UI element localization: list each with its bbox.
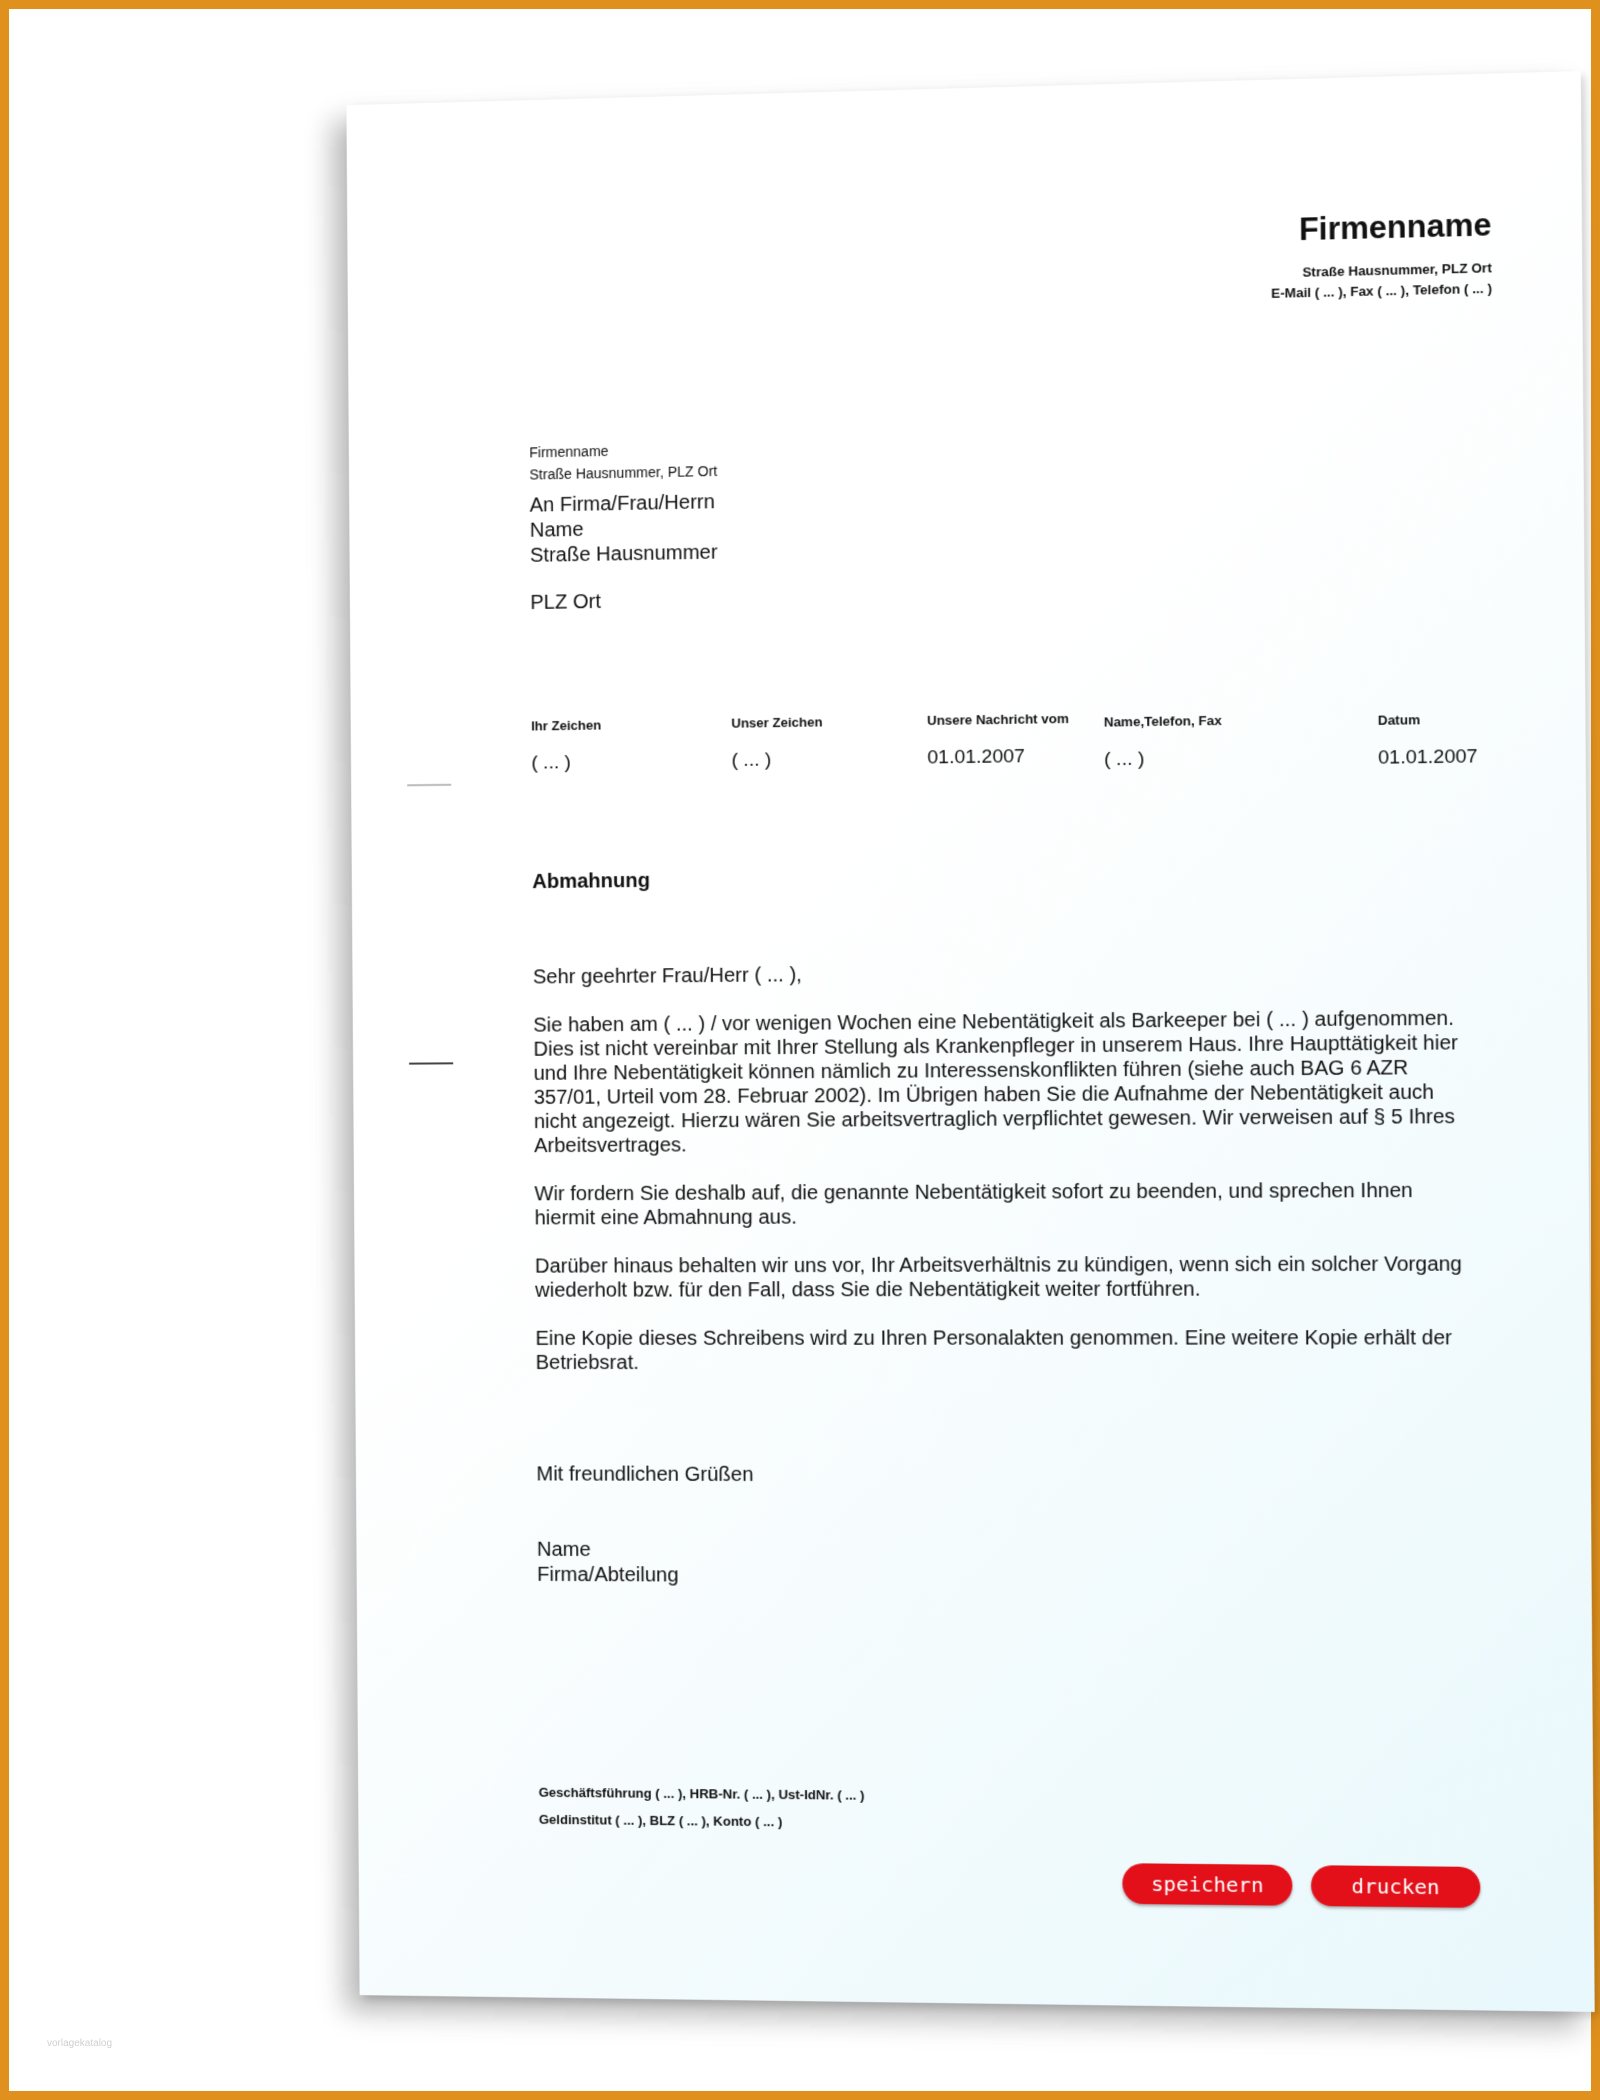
letterhead-contact: E-Mail ( ... ), Fax ( ... ), Telefon ( ... ) (1271, 280, 1493, 301)
ref-value: 01.01.2007 (1378, 746, 1478, 769)
ref-label: Name,Telefon, Fax (1103, 712, 1222, 730)
letterhead (1271, 207, 1492, 304)
closing: Mit freundlichen Grüßen (536, 1463, 754, 1487)
print-button[interactable]: drucken (1311, 1865, 1481, 1908)
subject-line: Abmahnung (532, 869, 651, 894)
letterhead-address: Straße Hausnummer, PLZ Ort (1302, 260, 1492, 280)
save-button[interactable]: speichern (1122, 1863, 1292, 1906)
fold-mark-middle (409, 1062, 453, 1064)
ref-value: ( ... ) (1104, 748, 1145, 771)
recipient-block (530, 490, 718, 616)
fold-mark-top (407, 784, 451, 787)
footer-line-1: Geschäftsführung ( ... ), HRB-Nr. ( ... ), Ust-IdNr. ( ... ) (538, 1784, 865, 1803)
sender-block (529, 438, 717, 486)
signature-department: Firma/Abteilung (537, 1563, 679, 1587)
paragraph-4: Eine Kopie dieses Schreibens wird zu Ihren Personalakten genommen. Eine weitere Kopie erhält der Betriebsrat. (535, 1326, 1453, 1375)
ref-value: ( ... ) (731, 749, 772, 772)
ref-name-telefon-fax (1104, 713, 1222, 772)
paragraph-2: Wir fordern Sie deshalb auf, die genannte Nebentätigkeit sofort zu beenden, und sprechen Ihnen hiermit eine Abmahnung aus. (534, 1179, 1413, 1230)
reference-line (531, 705, 1497, 799)
ref-value: 01.01.2007 (927, 745, 1025, 769)
ref-value: ( ... ) (531, 752, 571, 774)
footer-line-2: Geldinstitut ( ... ), BLZ ( ... ), Konto ( ... ) (538, 1811, 783, 1830)
recipient-line-4: PLZ Ort (530, 590, 601, 615)
ref-label: Unsere Nachricht vom (927, 710, 1069, 729)
letter-body (533, 957, 1481, 1400)
paragraph-3: Darüber hinaus behalten wir uns vor, Ihr Arbeitsverhältnis zu kündigen, wenn sich ein solcher Vorgang wiederholt bzw. für den Fall, dass Sie die Nebentätigkeit weiter fortführen. (534, 1253, 1463, 1302)
paragraph-1: Sie haben am ( ... ) / vor wenigen Wochen eine Nebentätigkeit als Barkeeper bei ( ... ) aufgenommen. Dies ist nicht vereinbar mit Ihrer Stellung als Krankenpfleger in unserem Haus. Ihre Haupttätigkeit hier und Ihre Nebentätigkeit können nämlich zu Interessenskonflikten führen (siehe auch BAG 6 AZR 357/01, Urteil vom 28. Februar 2002). Im Übrigen haben Sie die Aufnahme der Nebentätigkeit auch nicht angezeigt. Hierzu wären Sie arbeitsvertraglich verpflichtet gewesen. Wir verweisen auf § 5 Ihres Arbeitsvertrages. (533, 1007, 1459, 1158)
ref-label: Ihr Zeichen (531, 717, 602, 734)
letterhead-company: Firmenname (1298, 206, 1492, 248)
ref-label: Datum (1377, 712, 1421, 728)
watermark: vorlagekatalog (47, 2038, 113, 2049)
salutation: Sehr geehrter Frau/Herr ( ... ), (532, 964, 802, 989)
recipient-line-2: Name (529, 518, 584, 542)
ref-unser-zeichen (731, 714, 823, 772)
footer (539, 1779, 865, 1837)
ref-datum (1378, 711, 1478, 770)
recipient-line-3: Straße Hausnummer (529, 541, 718, 567)
signature-block (537, 1538, 679, 1589)
letter-page (346, 71, 1594, 2012)
sender-name: Firmenname (529, 442, 609, 461)
ref-label: Unser Zeichen (731, 714, 823, 731)
sender-address: Straße Hausnummer, PLZ Ort (529, 462, 718, 483)
ref-unsere-nachricht (927, 711, 1069, 770)
signature-name: Name (536, 1538, 591, 1561)
recipient-line-1: An Firma/Frau/Herrn (529, 491, 716, 517)
ref-ihr-zeichen (531, 717, 601, 774)
